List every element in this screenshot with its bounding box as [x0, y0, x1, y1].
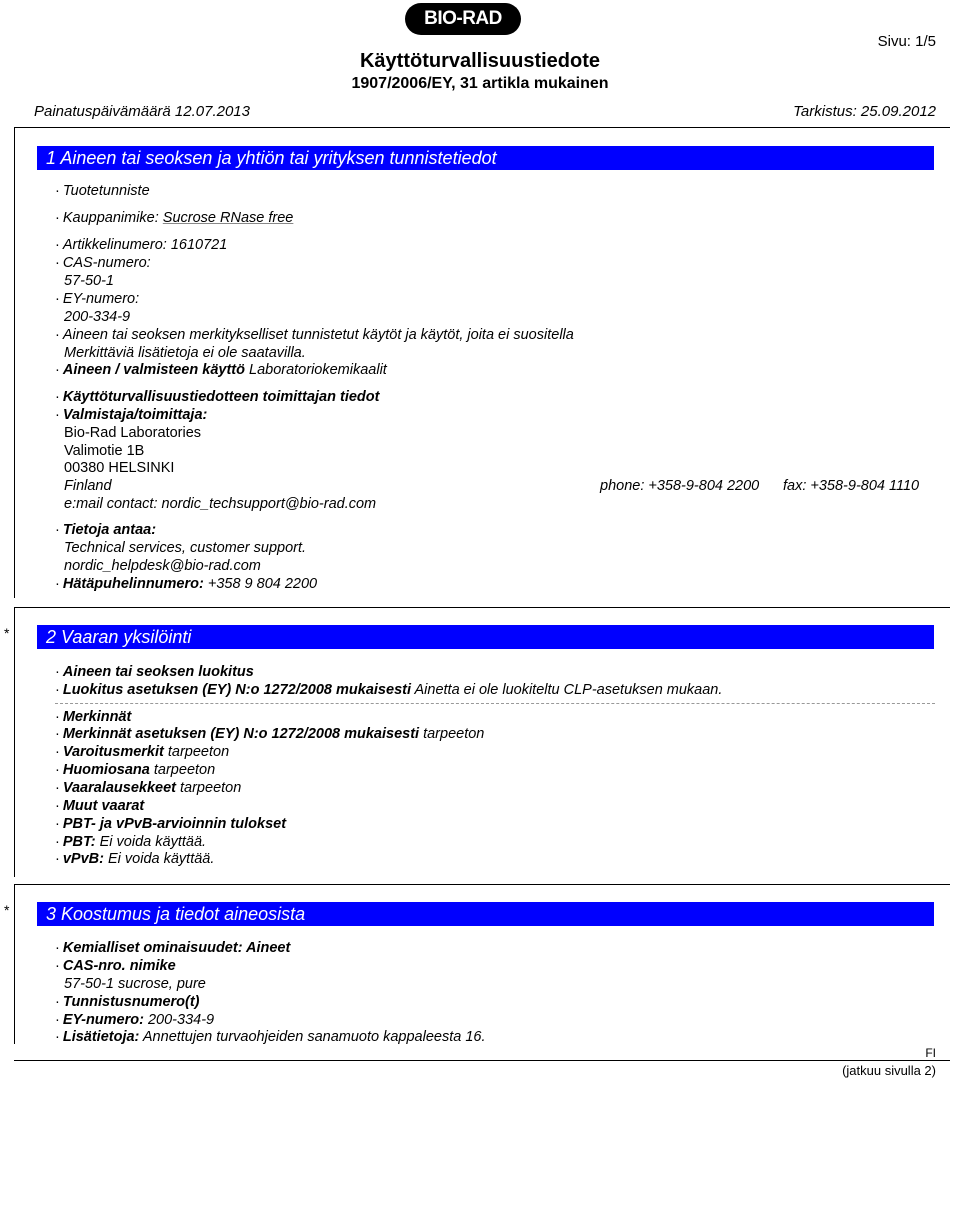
supplier-details-label: · Käyttöturvallisuustiedotteen toimittajan tiedot: [55, 389, 380, 405]
print-date: Painatuspäivämäärä 12.07.2013: [34, 103, 250, 120]
product-identifier-label: · Tuotetunniste: [55, 183, 150, 199]
manufacturer-label: · Valmistaja/toimittaja:: [55, 407, 208, 423]
identified-uses-label: · Aineen tai seoksen merkitykselliset tunnistetut käytöt ja käytöt, joita ei suositella: [55, 327, 574, 343]
signal-word-row: · Huomiosana tarpeeton: [55, 762, 216, 778]
cas-number-value: 57-50-1: [64, 273, 114, 289]
pictograms-row: · Varoitusmerkit tarpeeton: [55, 744, 230, 760]
identified-uses-value: Merkittäviä lisätietoja ei ole saatavilla.: [64, 345, 306, 361]
clp-classification-row: · Luokitus asetuksen (EY) N:o 1272/2008 mukaisesti Ainetta ei ole luokiteltu CLP-asetuksen mukaan.: [55, 682, 723, 698]
labels-clp-row: · Merkinnät asetuksen (EY) N:o 1272/2008 mukaisesti tarpeeton: [55, 726, 485, 742]
article-number-row: · Artikkelinumero: 1610721: [55, 237, 228, 253]
section3-left-border: [14, 884, 15, 1044]
emergency-number-row: · Hätäpuhelinnumero: +358 9 804 2200: [55, 576, 318, 592]
other-hazards-label: · Muut vaarat: [55, 798, 145, 814]
section1-heading: 1 Aineen tai seoksen ja yhtiön tai yrityksen tunnistetiedot: [37, 146, 934, 170]
pbt-results-label: · PBT- ja vPvB-arvioinnin tulokset: [55, 816, 287, 832]
dashed-separator: [55, 703, 935, 704]
page-number: Sivu: 1/5: [877, 33, 936, 50]
pbt-row: · PBT: Ei voida käyttää.: [55, 834, 207, 850]
labels-label: · Merkinnät: [55, 709, 132, 725]
info-line: Technical services, customer support.: [64, 540, 307, 556]
info-line: nordic_helpdesk@bio-rad.com: [64, 558, 261, 574]
ey-number-value: 200-334-9: [64, 309, 131, 325]
cas-name-value: 57-50-1 sucrose, pure: [64, 976, 206, 992]
cas-name-label: · CAS-nro. nimike: [55, 958, 176, 974]
ey-number-label: · EY-numero:: [55, 291, 140, 307]
info-label: · Tietoja antaa:: [55, 522, 157, 538]
additional-info-row: · Lisätietoja: Annettujen turvaohjeiden sanamuoto kappaleesta 16.: [55, 1029, 486, 1045]
vpvb-row: · vPvB: Ei voida käyttää.: [55, 851, 215, 867]
cas-number-label: · CAS-numero:: [55, 255, 151, 271]
trade-name-value: Sucrose RNase free: [162, 210, 294, 226]
address-line: Bio-Rad Laboratories: [64, 425, 202, 441]
use-row: · Aineen / valmisteen käyttö Laboratoriokemikaalit: [55, 362, 387, 378]
address-line: Finland: [64, 478, 112, 494]
section-rule: [14, 607, 950, 608]
identification-numbers-label: · Tunnistusnumero(t): [55, 994, 200, 1010]
contact-email: e:mail contact: nordic_techsupport@bio-rad.com: [64, 496, 377, 512]
chem-characterization-label: · Kemialliset ominaisuudet: Aineet: [55, 940, 291, 956]
hazard-statements-row: · Vaaralausekkeet tarpeeton: [55, 780, 242, 796]
section3-heading: 3 Koostumus ja tiedot aineosista: [37, 902, 934, 926]
bio-rad-logo: BIO-RAD: [405, 3, 521, 35]
fax-number: fax: +358-9-804 1110: [783, 478, 920, 494]
phone-number: phone: +358-9-804 2200: [600, 478, 760, 494]
header-rule: [14, 127, 950, 128]
continued-note: (jatkuu sivulla 2): [842, 1063, 936, 1078]
classification-label: · Aineen tai seoksen luokitus: [55, 664, 254, 680]
language-code: FI: [925, 1046, 936, 1060]
section2-left-border: [14, 607, 15, 877]
section1-left-border: [14, 127, 15, 598]
address-line: 00380 HELSINKI: [64, 460, 175, 476]
footer-rule: [14, 1060, 950, 1061]
document-title: Käyttöturvallisuustiedote: [359, 50, 601, 72]
revision-marker: *: [4, 902, 10, 918]
address-line: Valimotie 1B: [64, 443, 145, 459]
revision-marker: *: [4, 625, 10, 641]
revision-date: Tarkistus: 25.09.2012: [793, 103, 936, 120]
document-subtitle: 1907/2006/EY, 31 artikla mukainen: [351, 75, 609, 92]
ey-number-row: · EY-numero: 200-334-9: [55, 1012, 215, 1028]
section-rule: [14, 884, 950, 885]
trade-name-row: · Kauppanimike: Sucrose RNase free: [55, 210, 294, 226]
section2-heading: 2 Vaaran yksilöinti: [37, 625, 934, 649]
